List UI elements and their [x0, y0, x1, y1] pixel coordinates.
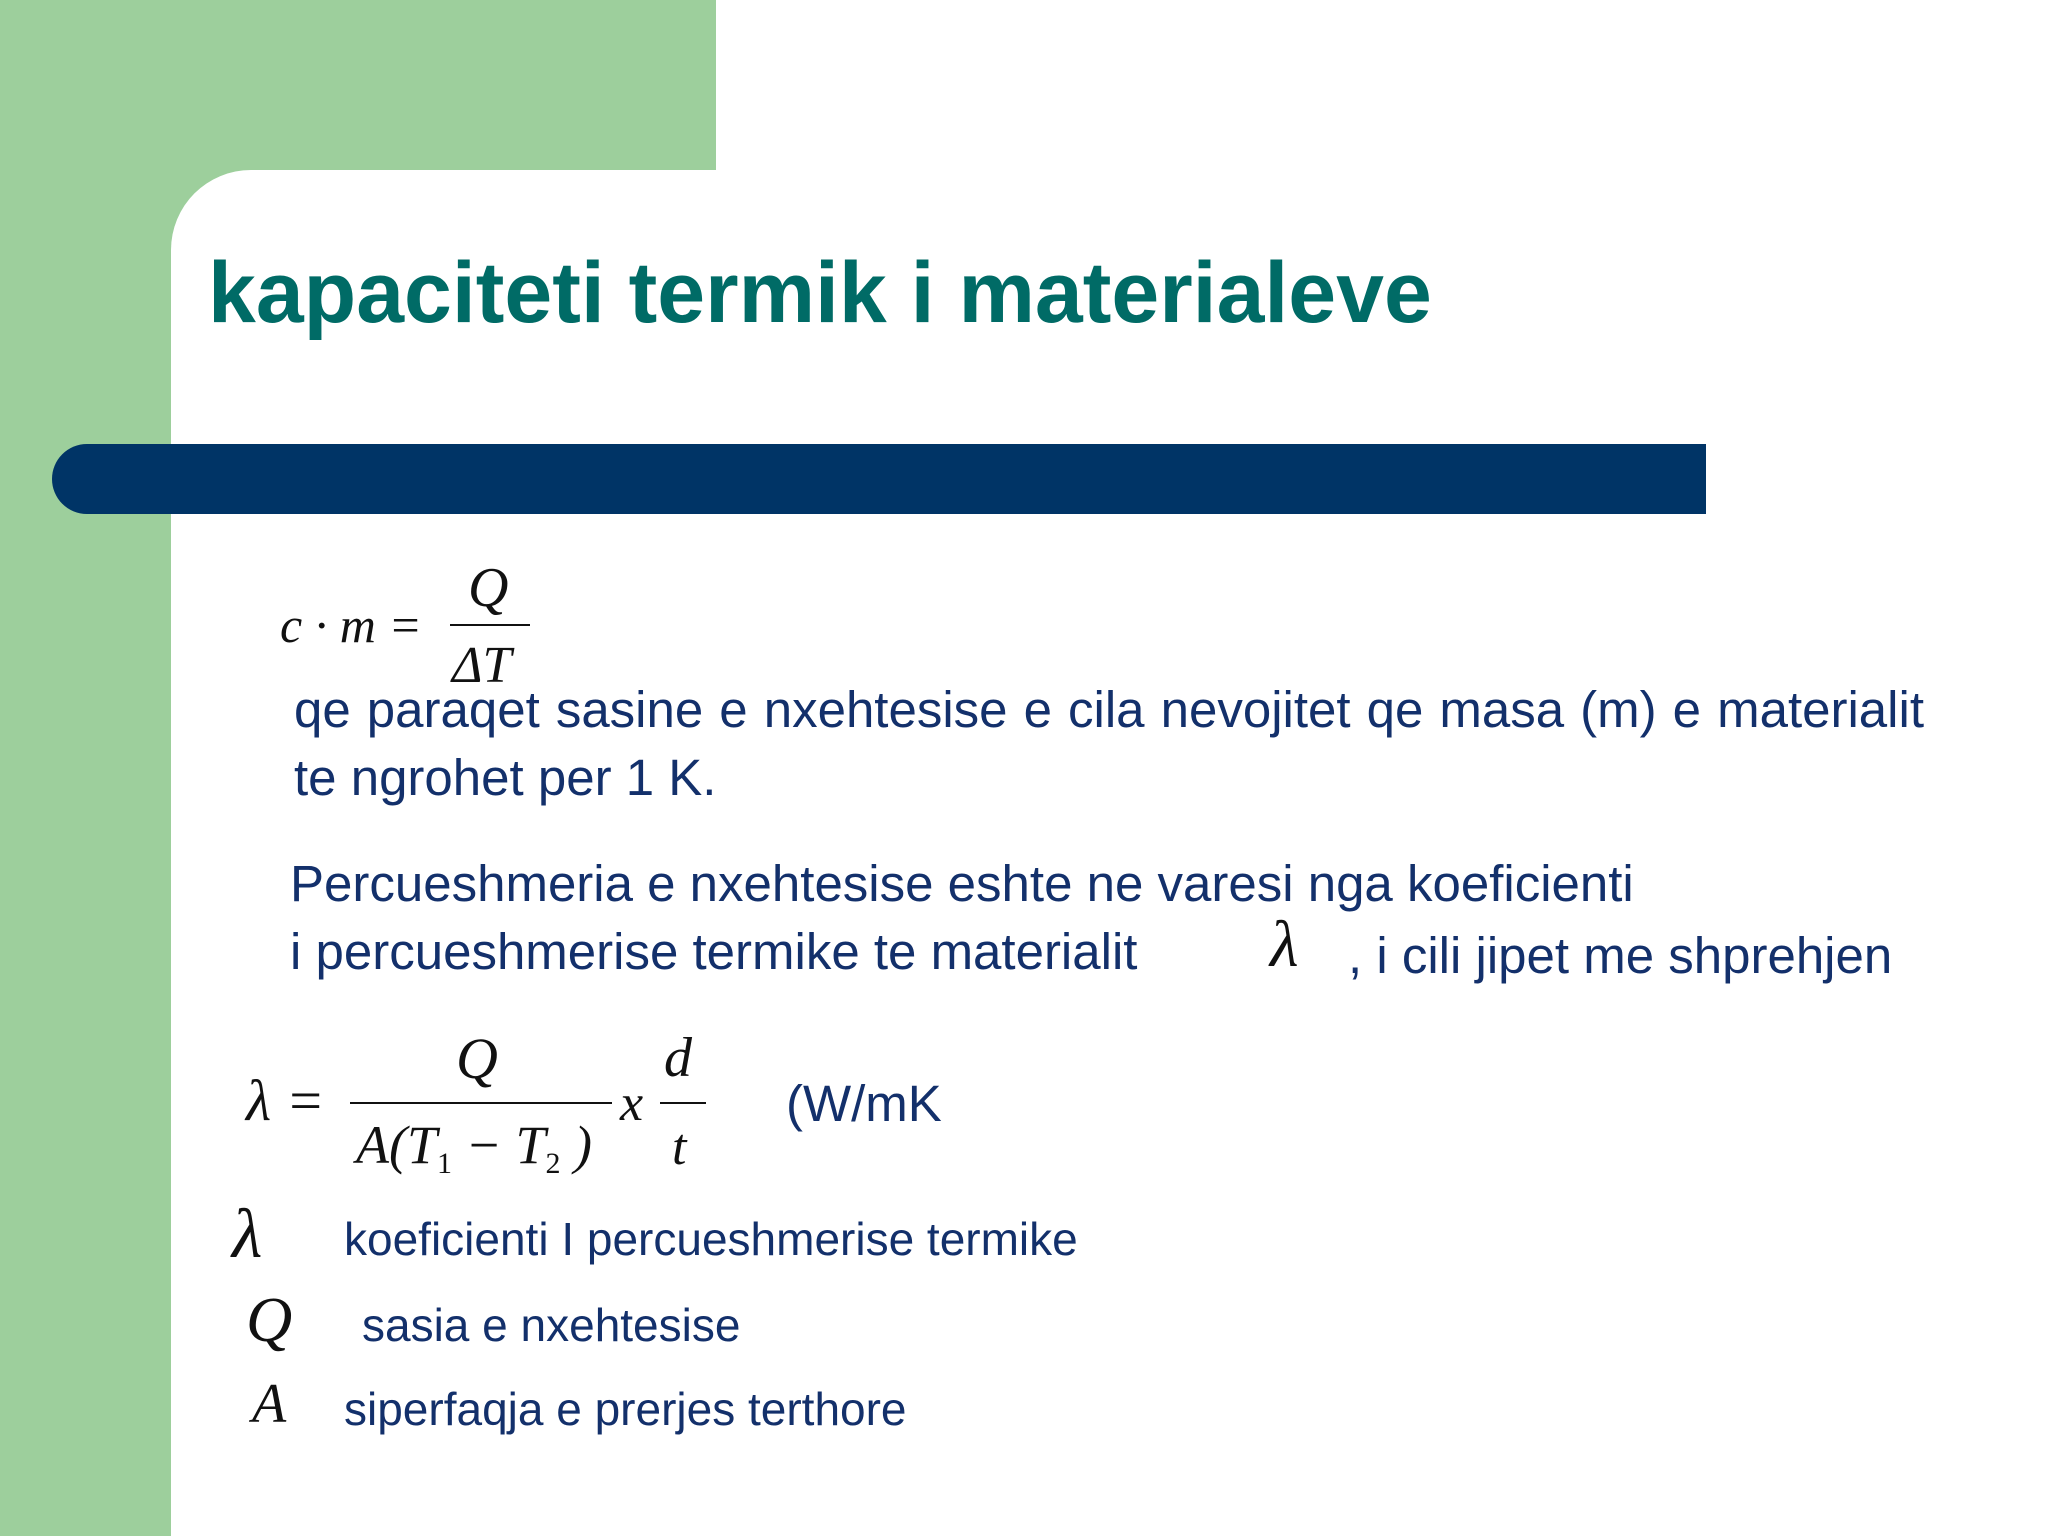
paragraph-conductivity-line2-end: , i cili jipet me shprehjen — [1348, 927, 1893, 984]
formula2-numerator2: d — [664, 1027, 692, 1089]
paragraph-conductivity-line1: Percueshmeria e nxehtesise eshte ne varesi nga koeficienti — [290, 855, 1634, 912]
legend-text-lambda: koeficienti I percueshmerise termike — [344, 1213, 1078, 1265]
formula2-fraction-line2 — [660, 1102, 706, 1104]
formula2-denominator: A(T1 − T2 ) — [356, 1115, 592, 1180]
formula1-fraction-line — [450, 624, 530, 626]
formula2-denominator2: t — [672, 1119, 687, 1176]
paragraph-heat-capacity: qe paraqet sasine e nxehtesise e cila nevojitet qe masa (m) e materialit te ngrohet per 1 K. — [294, 681, 1924, 806]
lambda-symbol-inline: λ — [1270, 908, 1299, 981]
formula2-unit: (W/mK — [786, 1075, 942, 1132]
legend-symbol-lambda: λ — [232, 1196, 263, 1273]
formula2-times: x — [620, 1075, 644, 1132]
legend-text-a: siperfaqja e prerjes terthore — [344, 1383, 907, 1435]
formula1-denominator: ΔT — [452, 637, 512, 694]
paragraph-conductivity-line2-start: i percueshmerise termike te materialit — [290, 923, 1138, 980]
formula2-fraction-line — [350, 1102, 612, 1104]
legend-symbol-a: A — [252, 1373, 287, 1435]
formula2-numerator: Q — [456, 1026, 498, 1091]
slide-title: kapaciteti termik i materialeve — [208, 245, 1432, 341]
title-divider-bar — [52, 444, 1706, 514]
formula1-numerator: Q — [468, 557, 509, 619]
formula1-lhs: c · m = — [280, 597, 423, 653]
legend-symbol-q: Q — [246, 1284, 293, 1355]
formula2-lhs: λ = — [246, 1068, 325, 1133]
legend-text-q: sasia e nxehtesise — [362, 1299, 741, 1351]
